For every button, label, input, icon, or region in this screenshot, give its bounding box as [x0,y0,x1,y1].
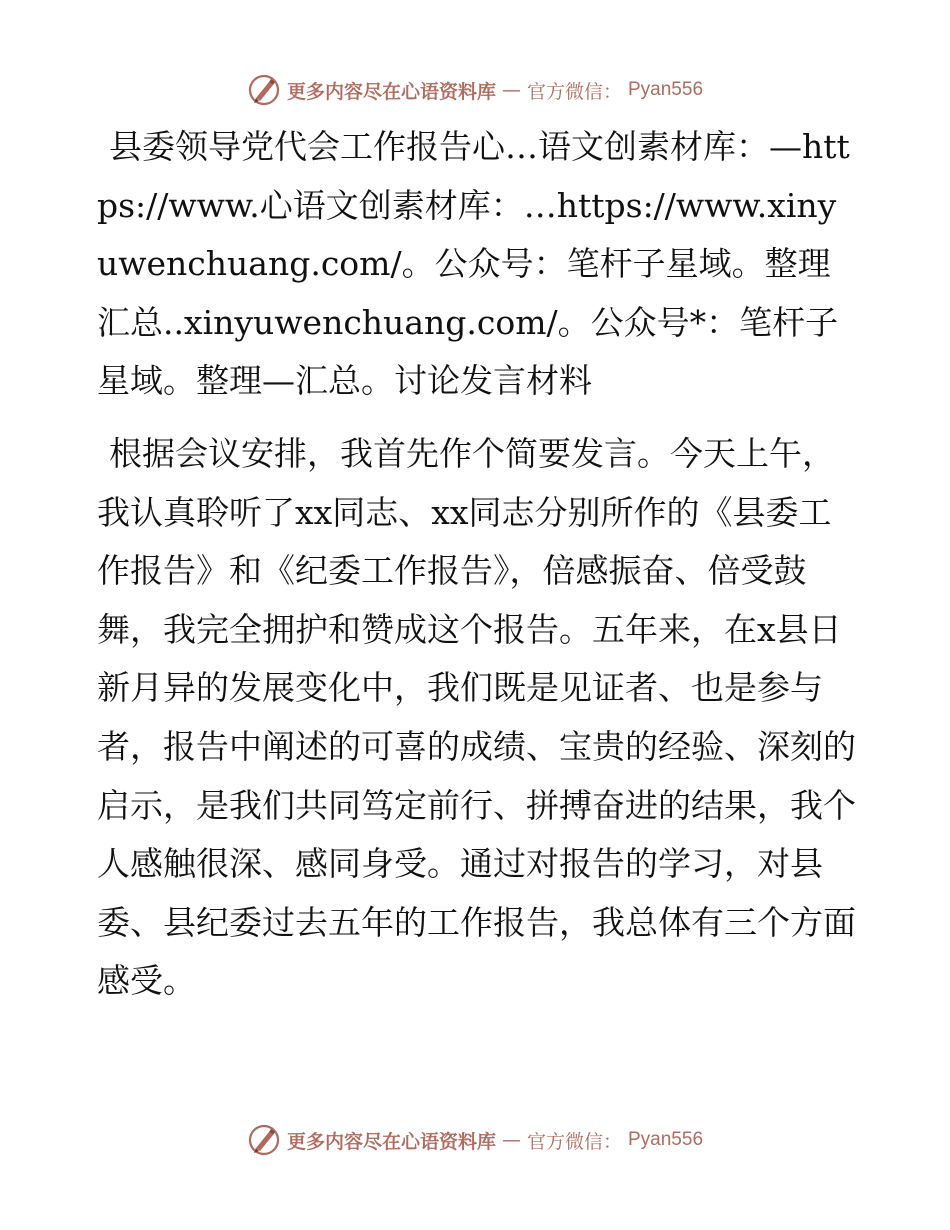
paragraph-1 [97,118,857,411]
banner-dash: — [501,79,521,101]
paragraph-2 [97,425,857,1011]
banner-wechat-id: Pyan556 [628,1129,704,1150]
banner-slogan: 更多内容尽在心语资料库 [286,1130,496,1153]
footer-banner [0,1122,950,1158]
banner-dash: — [501,1129,521,1151]
pen-logo-icon [247,73,281,107]
banner-slogan: 更多内容尽在心语资料库 [286,80,496,103]
pen-logo-icon [247,1123,281,1157]
document-body [97,118,857,1011]
banner-wechat-id: Pyan556 [628,79,704,100]
header-banner [0,72,950,108]
paragraph-2-text: 根据会议安排，我首先作个简要发言。今天上午，我认真聆听了xx同志、xx同志分别所作的《县委工作报告》和《纪委工作报告》，倍感振奋、倍受鼓舞，我完全拥护和赞成这个报告。五年来，在x县日新月异的发展变化中，我们既是见证者、也是参与者，报告中阐述的可喜的成绩、宝贵的经验、深刻的启示，是我们共同笃定前行、拼搏奋进的结果，我个人感触很深、感同身受。通过对报告的学习，对县委、县纪委过去五年的工作报告，我总体有三个方面感受。 [97,433,856,1001]
banner-wechat-label: 官方微信： [526,80,622,103]
banner-wechat-label: 官方微信： [526,1130,622,1153]
paragraph-1-text: 县委领导党代会工作报告心…语文创素材库：—https://www.心语文创素材库：…https://www.xinyuwenchuang.com/。公众号：笔杆子星域。整理汇总..xinyuwenchuang.com/。公众号*：笔杆子星域。整理—汇总。讨论发言材料 [97,127,850,401]
